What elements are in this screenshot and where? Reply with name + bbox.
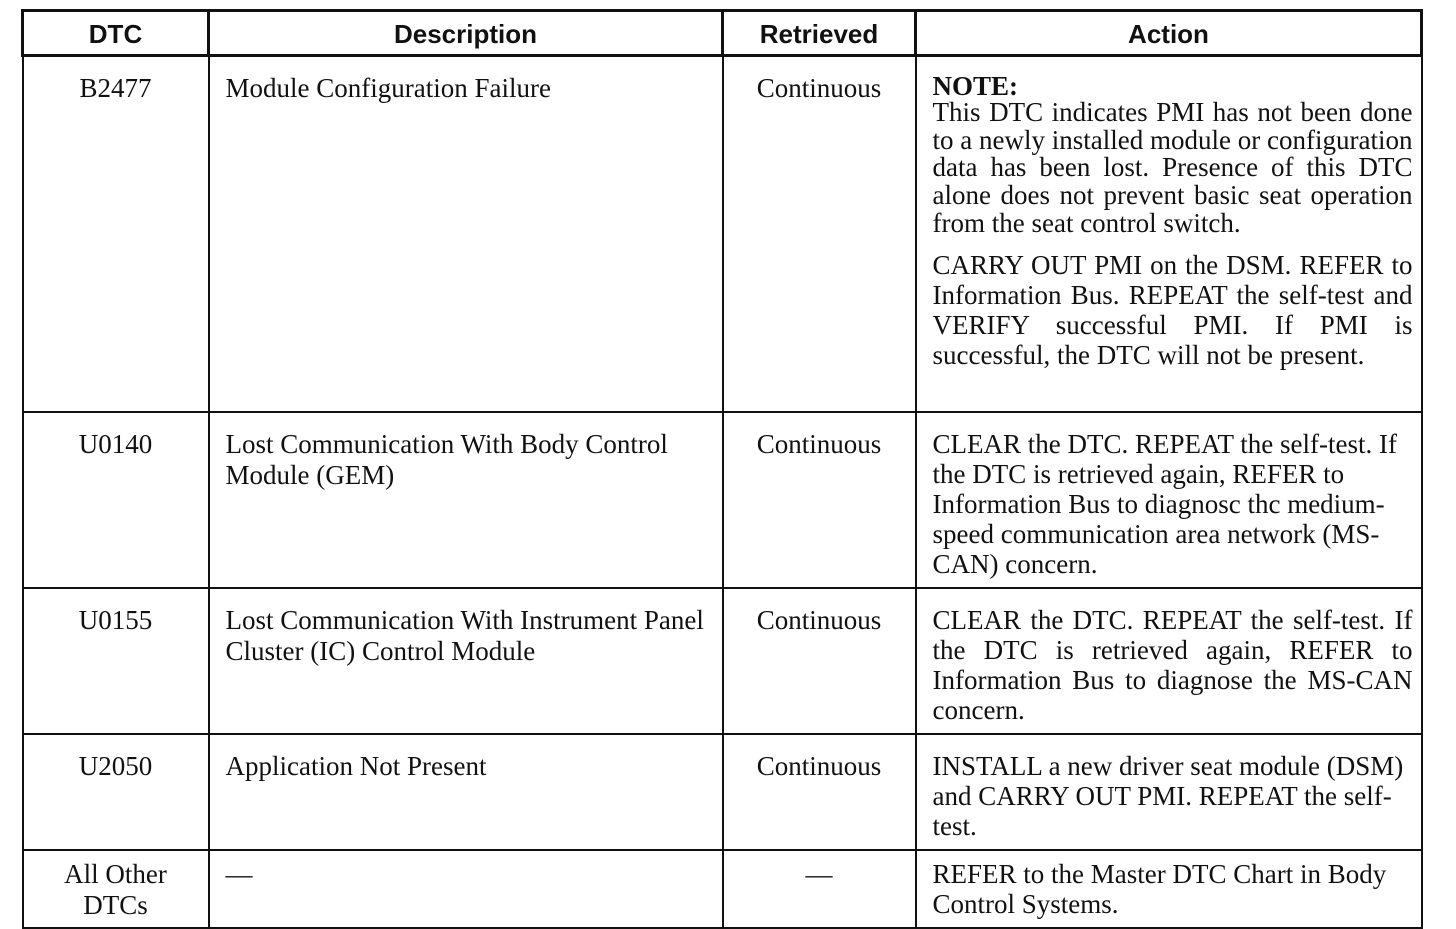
table-row bbox=[23, 412, 1422, 588]
action-text: INSTALL a new driver seat module (DSM) and CARRY OUT PMI. REPEAT the self-test. bbox=[932, 751, 1404, 841]
dtc-action bbox=[916, 412, 1422, 588]
action-text: CLEAR the DTC. REPEAT the self-test. If the DTC is retrieved again, REFER to Information Bus to diagnosc thc medium-speed communication area network (MS-CAN) concern. bbox=[932, 429, 1397, 579]
table-row bbox=[23, 850, 1422, 928]
header-description: Description bbox=[209, 11, 723, 56]
dtc-code: U2050 bbox=[23, 734, 209, 850]
action-text: CLEAR the DTC. REPEAT the self-test. If the DTC is retrieved again, REFER to Information Bus to diagnose the MS-CAN concern. bbox=[932, 605, 1413, 725]
dtc-retrieved: Continuous bbox=[723, 588, 916, 734]
dtc-retrieved: Continuous bbox=[723, 412, 916, 588]
note-label: NOTE: bbox=[932, 71, 1019, 101]
dtc-description: Lost Communication With Instrument Panel Cluster (IC) Control Module bbox=[209, 588, 723, 734]
dtc-description: Application Not Present bbox=[209, 734, 723, 850]
table-row bbox=[23, 734, 1422, 850]
dtc-retrieved: Continuous bbox=[723, 56, 916, 413]
table-body bbox=[23, 56, 1422, 929]
table-row bbox=[23, 588, 1422, 734]
dtc-action bbox=[916, 734, 1422, 850]
dtc-description: Module Configuration Failure bbox=[209, 56, 723, 413]
note-text: This DTC indicates PMI has not been done to a newly installed module or configuration data has been lost. Presence of this DTC alone does not prevent basic seat operation from the seat control switch. bbox=[932, 97, 1413, 238]
dtc-action bbox=[916, 588, 1422, 734]
action-text: REFER to the Master DTC Chart in Body Control Systems. bbox=[932, 859, 1387, 919]
dtc-description: — bbox=[209, 850, 723, 928]
table-header bbox=[23, 11, 1422, 56]
header-dtc: DTC bbox=[23, 11, 209, 56]
dtc-action bbox=[916, 850, 1422, 928]
table-row bbox=[23, 56, 1422, 413]
dtc-description: Lost Communication With Body Control Module (GEM) bbox=[209, 412, 723, 588]
dtc-code: B2477 bbox=[23, 56, 209, 413]
dtc-code: U0140 bbox=[23, 412, 209, 588]
dtc-action bbox=[916, 56, 1422, 413]
dtc-table bbox=[21, 9, 1423, 929]
dtc-retrieved: — bbox=[723, 850, 916, 928]
action-text: CARRY OUT PMI on the DSM. REFER to Information Bus. REPEAT the self-test and VERIFY successful PMI. If PMI is successful, the DTC will not be present. bbox=[932, 249, 1413, 370]
dtc-code: All Other DTCs bbox=[23, 850, 209, 928]
dtc-retrieved: Continuous bbox=[723, 734, 916, 850]
header-action: Action bbox=[916, 11, 1422, 56]
header-retrieved: Retrieved bbox=[723, 11, 916, 56]
dtc-code: U0155 bbox=[23, 588, 209, 734]
header-row bbox=[23, 11, 1422, 56]
